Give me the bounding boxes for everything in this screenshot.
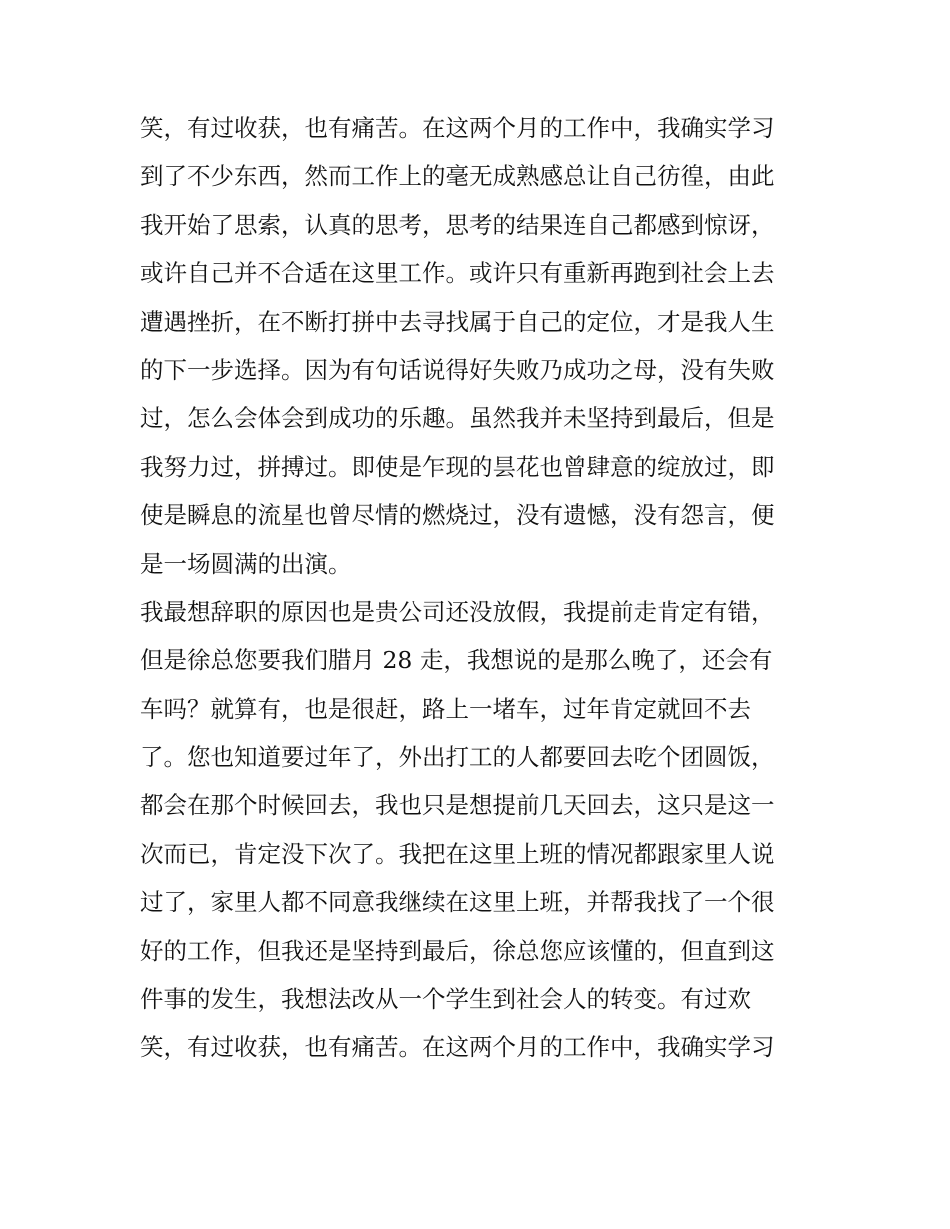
text-line: 件事的发生，我想法改从一个学生到社会人的转变。有过欢 [140,985,751,1014]
text-line: 都会在那个时候回去，我也只是想提前几天回去，这只是这一 [140,791,775,820]
text-line: 或许自己并不合适在这里工作。或许只有重新再跑到社会上去 [140,259,775,288]
text-line: 笑，有过收获，也有痛苦。在这两个月的工作中，我确实学习 [140,1033,775,1062]
text-line: 遭遇挫折，在不断打拼中去寻找属于自己的定位，才是我人生 [140,307,775,336]
text-line: 我最想辞职的原因也是贵公司还没放假，我提前走肯定有错， [140,597,775,626]
text-line: 使是瞬息的流星也曾尽情的燃烧过，没有遗憾，没有怨言，便 [140,501,775,530]
text-line: 次而已，肯定没下次了。我把在这里上班的情况都跟家里人说 [140,839,775,868]
text-line: 过了，家里人都不同意我继续在这里上班，并帮我找了一个很 [140,888,775,917]
text-line: 了。您也知道要过年了，外出打工的人都要回去吃个团圆饭， [140,743,775,772]
text-line: 我开始了思索，认真的思考，思考的结果连自己都感到惊讶， [140,210,775,239]
text-line: 好的工作，但我还是坚持到最后，徐总您应该懂的，但直到这 [140,936,775,965]
text-line: 过，怎么会体会到成功的乐趣。虽然我并未坚持到最后，但是 [140,404,775,433]
text-line: 车吗？就算有，也是很赶，路上一堵车，过年肯定就回不去 [140,694,751,723]
text-line: 笑，有过收获，也有痛苦。在这两个月的工作中，我确实学习 [140,114,775,142]
text-line: 但是徐总您要我们腊月 28 走，我想说的是那么晚了，还会有 [140,646,773,675]
text-line: 到了不少东西，然而工作上的毫无成熟感总让自己彷徨，由此 [140,162,775,191]
document-body [140,104,820,1072]
text-line: 是一场圆满的出演。 [140,549,352,578]
text-line: 我努力过，拼搏过。即使是乍现的昙花也曾肆意的绽放过，即 [140,452,775,481]
text-line: 的下一步选择。因为有句话说得好失败乃成功之母，没有失败 [140,355,775,384]
